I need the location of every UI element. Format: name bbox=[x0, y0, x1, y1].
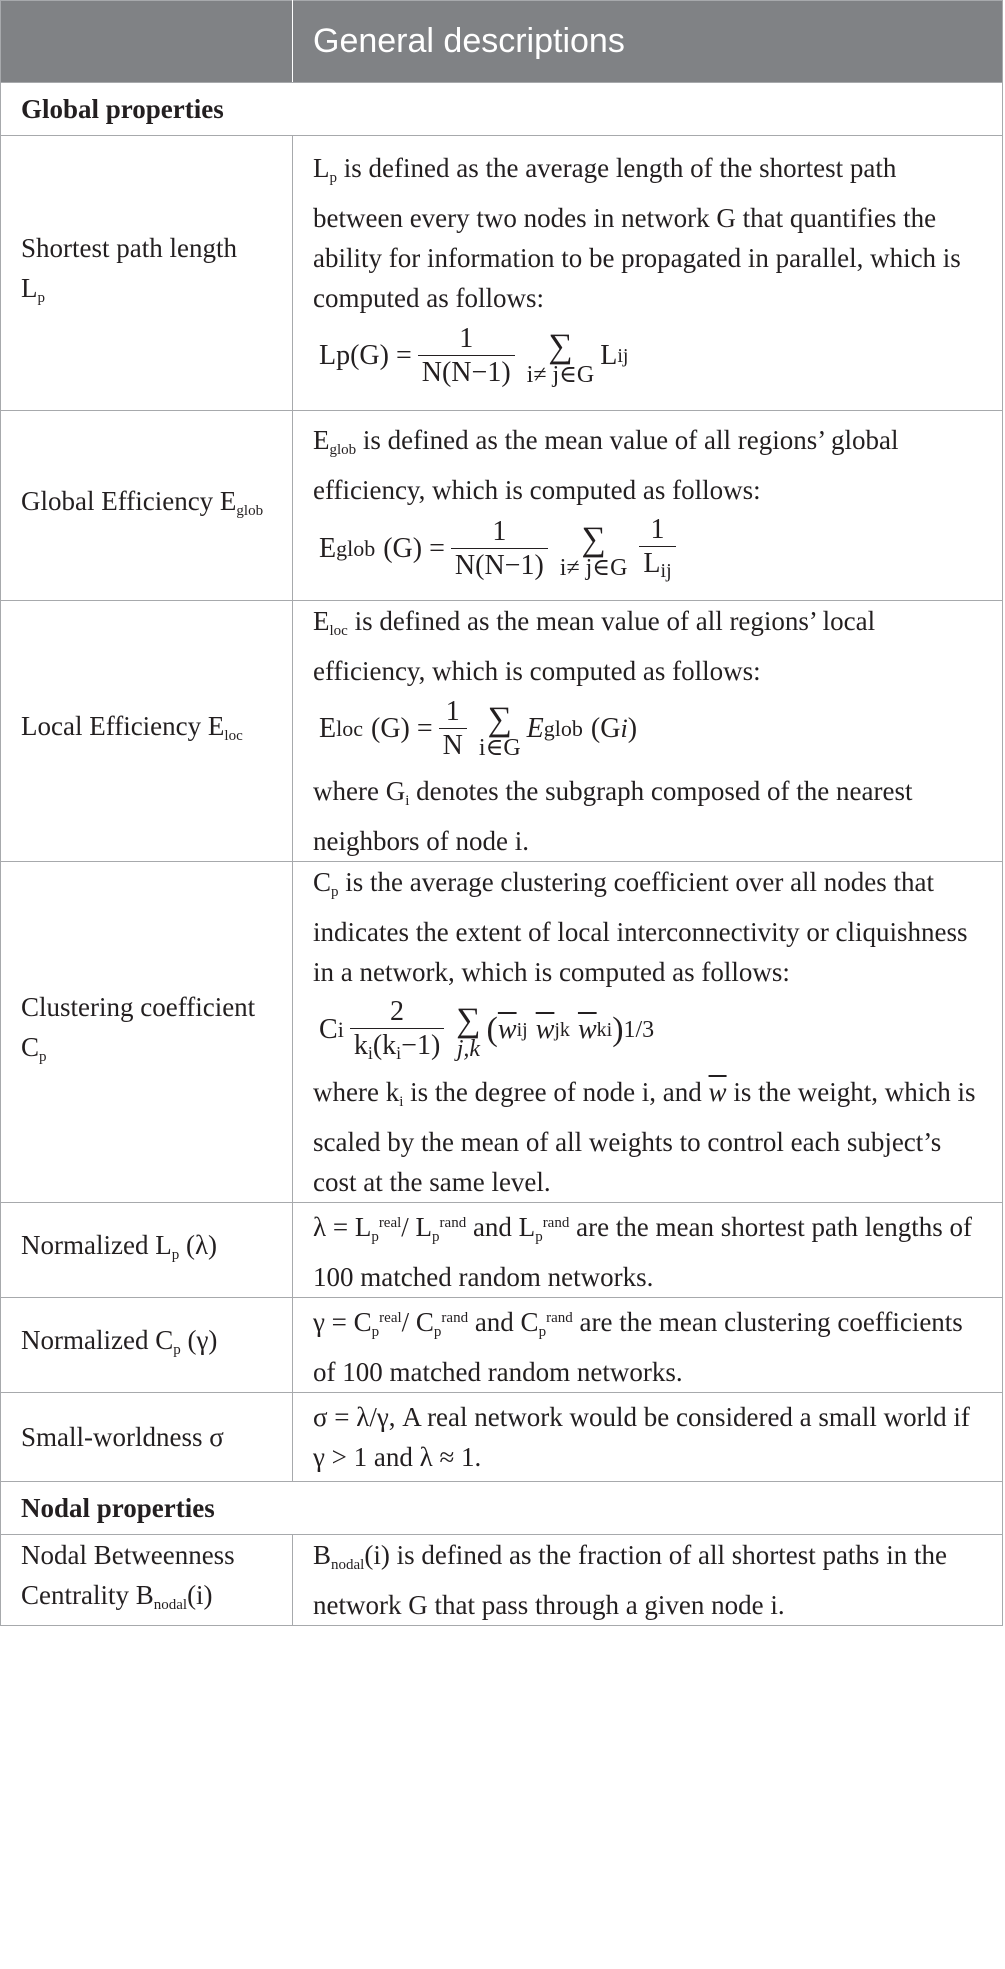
property-name-small-worldness: Small-worldness σ bbox=[1, 1393, 293, 1482]
table-row-normalized-lp bbox=[1, 1203, 1003, 1298]
header-general-descriptions: General descriptions bbox=[293, 1, 1003, 83]
table-row-shortest-path bbox=[1, 136, 1003, 411]
table-row-global-efficiency bbox=[1, 411, 1003, 601]
property-name-shortest-path: Shortest path length $L_p$ bbox=[1, 136, 293, 411]
property-name-normalized-lp: Normalized $L_p$ (λ) bbox=[1, 1203, 293, 1298]
property-description-normalized-lp: $\lambda = L_p^{real}/$ $L_p^{rand}$ and $L_p^{rand}$ are the mean shortest path lengths of 100 matched random networks. bbox=[293, 1203, 1003, 1298]
property-name-global-efficiency: Global Efficiency $E_{glob}$ bbox=[1, 411, 293, 601]
section-row-global bbox=[1, 83, 1003, 136]
description-text: $L_p$ is defined as the average length of the shortest path between every two nodes in network G that quantifies the ability for information to be propagated in parallel, which is computed as follows: bbox=[313, 153, 961, 313]
table-row-local-efficiency bbox=[1, 601, 1003, 862]
property-description-local-efficiency bbox=[293, 601, 1003, 862]
property-description-nodal-betweenness: $B_{nodal}(i)$ is defined as the fraction of all shortest paths in the network G that pass through a given node i. bbox=[293, 1535, 1003, 1626]
description-text: $E_{glob}$ is defined as the mean value of all regions’ global efficiency, which is computed as follows: bbox=[313, 425, 899, 505]
property-name-normalized-cp: Normalized $C_p$ (γ) bbox=[1, 1298, 293, 1393]
description-text: $C_p$ is the average clustering coefficient over all nodes that indicates the extent of local interconnectivity or cliquishness in a network, which is computed as follows: bbox=[313, 867, 968, 987]
property-name-clustering-coefficient: Clustering coefficient $C_p$ bbox=[1, 862, 293, 1203]
table-row-nodal-betweenness bbox=[1, 1535, 1003, 1626]
property-description-clustering-coefficient bbox=[293, 862, 1003, 1203]
property-description-shortest-path bbox=[293, 136, 1003, 411]
section-row-nodal bbox=[1, 1482, 1003, 1535]
property-name-local-efficiency: Local Efficiency $E_{loc}$ bbox=[1, 601, 293, 862]
formula-eglob: E glob (G) = $\frac{1}{N(N-1)}$ ∑ i≠ j∈G $\frac{1}{L_{ij}}$ bbox=[319, 516, 984, 581]
formula-eloc: E loc (G) = $\frac{1}{N}$ ∑ i∈G E glob (G i ) bbox=[319, 696, 638, 761]
header-cell-empty bbox=[1, 1, 293, 83]
table-row-normalized-cp bbox=[1, 1298, 1003, 1393]
table-header-row bbox=[1, 1, 1003, 83]
table-row-clustering-coefficient bbox=[1, 862, 1003, 1203]
property-description-small-worldness: σ = λ/γ, A real network would be considered a small world if γ > 1 and λ ≈ 1. bbox=[293, 1393, 1003, 1482]
property-description-global-efficiency bbox=[293, 411, 1003, 601]
description-where-text: where $k_i$ is the degree of node i, and $\overline{w}$ is the weight, which is scaled by the mean of all weights to control each subject’s cost at the same level. bbox=[313, 1077, 976, 1197]
formula-lp: Lp(G) = $\frac{1}{N(N-1)}$ ∑ i≠ j∈G L ij bbox=[319, 323, 629, 388]
description-where-text: where $G_i$ denotes the subgraph composed of the nearest neighbors of node i. bbox=[313, 776, 913, 856]
description-text: $E_{loc}$ is defined as the mean value of all regions’ local efficiency, which is computed as follows: bbox=[313, 606, 876, 686]
property-name-nodal-betweenness: Nodal Betweenness Centrality $B_{nodal}(i)$ bbox=[1, 1535, 293, 1626]
property-description-normalized-cp: $\gamma = C_p^{real}/$ $C_p^{rand}$ and $C_p^{rand}$ are the mean clustering coefficients of 100 matched random networks. bbox=[293, 1298, 1003, 1393]
section-title-global: Global properties bbox=[1, 83, 1003, 136]
section-title-nodal: Nodal properties bbox=[1, 1482, 1003, 1535]
formula-cp: C i $\frac{2}{k_i(k_i-1)}$ ∑ j,k ( $\overline{w}$ ij $\overline{w}$ jk $\overline{w}$ ki ) 1/3 bbox=[319, 996, 655, 1063]
table-row-small-worldness bbox=[1, 1393, 1003, 1482]
